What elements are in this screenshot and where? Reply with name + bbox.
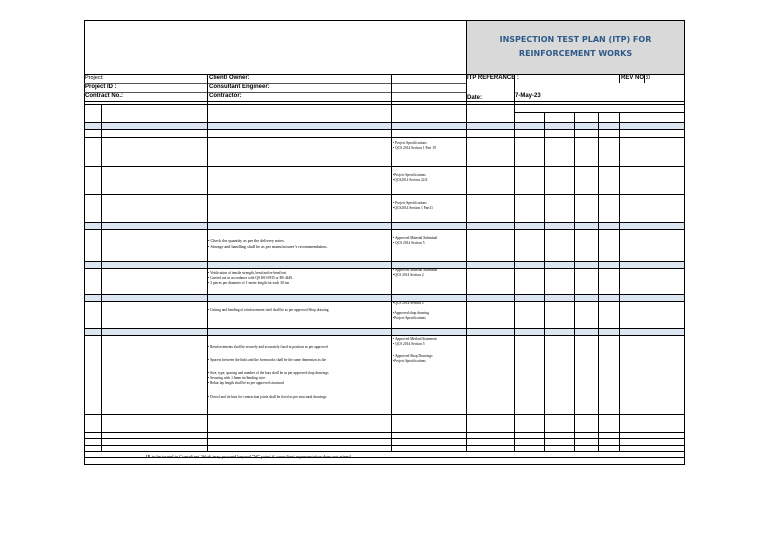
date-label: Date: [467, 95, 483, 101]
rev-no-value: 0 [647, 75, 651, 81]
contractor-label: Contractor: [209, 93, 242, 99]
footer-note: IR to be issued to Consultant. Work may proceed beyond "W" point if consultant representative does not attend. [146, 454, 352, 459]
row5-reference: • Approved Material Submittal •QCS 2014 Section 2 [393, 268, 438, 277]
row1-reference: • Project Specifications • QCS 2014 Section 1 Part 19 [393, 141, 436, 150]
row7-reference-2: • Approved Shop Drawings •Project Specifications [393, 354, 433, 363]
document-title-text: INSPECTION TEST PLAN (ITP) FOR REINFORCEMENT WORKS [499, 35, 652, 58]
consultant-engineer-label: Consultant Engineer: [209, 84, 270, 90]
client-owner-label: Client/ Owner: [209, 75, 250, 81]
section-band [85, 122, 685, 129]
row7-acceptance-criteria-1: • Reinforcements shall be securely and accurately fixed in position as per approved [208, 345, 328, 349]
row3-reference: • Project Specifications •QCS2014 Section 1 Part11 [393, 201, 433, 210]
project-label: Project: [85, 75, 104, 81]
row7-reference-1: • Approved Method Statement • QCS 2014 Section 5 [393, 337, 437, 346]
date-value: 7-May-23 [515, 93, 541, 99]
itp-sheet [84, 20, 685, 465]
row6-acceptance-criteria: • Cutting and bending of reinforcement steel shall be as per approved Shop drawing [208, 308, 329, 312]
row7-acceptance-criteria-4: • Dowel and tie bars for contraction joints shall be fixed as per structural drawings [208, 395, 327, 399]
contract-no-label: Contract No.: [85, 93, 123, 99]
rev-no-label: REV NO : [621, 75, 648, 81]
row4-reference: • Approved Material Submittal • QCS 2014 Section 5 [393, 236, 438, 245]
row5-acceptance-criteria: • Verification of tensile strength, bend and re-bend test • Carried out in accordance with QS ISO 6935 or BS 4449. • 3 pieces per diameter of 1-meter length for each 30 ton [208, 271, 293, 285]
itp-reference-label: ITP REFERANCE : [467, 75, 519, 81]
row7-acceptance-criteria-2: • Spacers between the links and the formworks shall be the same dimension as the [208, 358, 327, 362]
section-band [85, 294, 685, 301]
project-id-label: Project ID : [85, 84, 117, 90]
section-band [85, 222, 685, 229]
row7-acceptance-criteria-3: • Size, type, spacing and number of the bars shall be as per approved shop drawings • Securing with 1.6mm tie/binding wire. • Rebar lap length shall be as per approved structural [208, 371, 329, 385]
section-band [85, 261, 685, 268]
section-band [85, 328, 685, 335]
row6-reference: •QCS 2014 Section 2 •Approved shop drawing •Project Specifications [393, 301, 429, 320]
row2-reference: •Project Specifications •QCS2014 Section 22,8 [393, 173, 428, 182]
row4-acceptance-criteria: • Check the quantity as per the delivery notes. • Storage and handling shall be as per manufacturer’s recommendation. [208, 238, 328, 249]
document-title [466, 20, 685, 74]
